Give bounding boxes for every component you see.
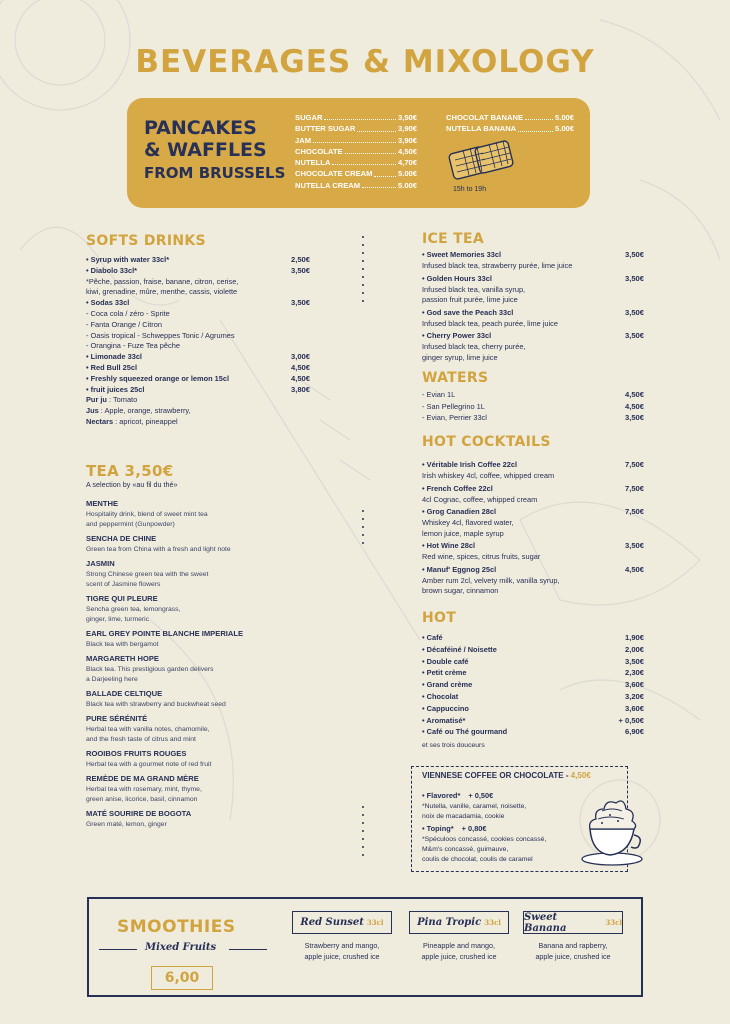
- smoothie-desc-line: Strawberry and mango,: [304, 941, 380, 950]
- menu-item-desc: Infused black tea, strawberry purée, lime juice: [422, 261, 573, 270]
- menu-item-price: 2,30€: [624, 668, 644, 678]
- pancakes-hours: 15h to 19h: [453, 186, 487, 193]
- menu-item-desc: Red wine, spices, citrus fruits, sugar: [422, 552, 541, 561]
- menu-item-name: - San Pellegrino 1L: [422, 401, 485, 411]
- menu-item-name: • Hot Wine 28cl: [422, 541, 476, 550]
- viennese-flavored: [422, 791, 493, 802]
- tea-name: SENCHA DE CHINE: [86, 534, 157, 543]
- pancakes-box: [127, 98, 590, 208]
- dotted-leader: [324, 112, 396, 120]
- menu-item-name: • Double café: [422, 656, 469, 666]
- tea-name: EARL GREY POINTE BLANCHE IMPERIALE: [86, 629, 244, 638]
- pancake-item-name: NUTELLA BANANA: [446, 124, 517, 134]
- smoothies-box: [87, 897, 643, 997]
- viennese-flavored-price: + 0,50€: [468, 791, 494, 800]
- column-divider-top: [362, 236, 364, 308]
- dotted-leader: [374, 168, 396, 176]
- menu-item-price: 7,50€: [624, 483, 644, 493]
- pancake-item-name: JAM: [295, 135, 312, 145]
- viennese-toping: [422, 824, 487, 835]
- smoothie-desc: [523, 940, 623, 962]
- menu-item-desc: Infused black tea, cherry purée,: [422, 342, 526, 351]
- viennese-price: 4,50€: [570, 771, 591, 780]
- smoothie-desc: [409, 940, 509, 962]
- pancake-item: [295, 146, 417, 157]
- smoothie-desc: [292, 940, 392, 962]
- soft-drink-name: • Diabolo 33cl*: [86, 265, 138, 275]
- smoothies-subtitle: Mixed Fruits: [145, 942, 217, 953]
- menu-item-desc: Infused black tea, vanilla syrup,: [422, 284, 526, 294]
- menu-item-desc: passion fruit purée, lime juice: [422, 295, 518, 304]
- soft-drink-desc: - Coca cola / zéro - Sprite: [86, 309, 170, 318]
- smoothie-name-label: [409, 911, 509, 934]
- soft-drink-name: • Syrup with water 33cl*: [86, 255, 170, 264]
- menu-item-name: • Aromatisé*: [422, 715, 466, 725]
- tea-name: MENTHE: [86, 499, 119, 508]
- pancake-item: [446, 123, 574, 134]
- tea-desc: Green maté, lemon, ginger: [86, 821, 167, 828]
- smoothie-card: [409, 911, 509, 962]
- pancake-item-price: 5.00€: [397, 169, 417, 179]
- pancake-item-price: 5.00€: [554, 113, 574, 122]
- menu-item-name: - Evian, Perrier 33cl: [422, 413, 487, 422]
- soft-drink-name: • Sodas 33cl: [86, 298, 130, 308]
- soft-drink-name: • fruit juices 25cl: [86, 384, 145, 394]
- dotted-leader: [357, 123, 396, 131]
- soft-drink-desc: - Oasis tropical - Schweppes Tonic / Agrumes: [86, 330, 235, 340]
- menu-item-desc: lemon juice, maple syrup: [422, 528, 504, 538]
- soft-drink-price: 3,50€: [290, 265, 310, 275]
- pancake-item-name: NUTELLA: [295, 158, 331, 168]
- soft-drink-name: • Limonade 33cl: [86, 352, 142, 362]
- cocktails-heading: HOT COCKTAILS: [422, 434, 551, 450]
- tea-desc: and the fresh taste of citrus and mint: [86, 736, 196, 743]
- juice-text: : Tomato: [106, 395, 138, 405]
- menu-item-name: • Manuf' Eggnog 25cl: [422, 564, 497, 574]
- smoothie-card: [523, 911, 623, 962]
- smoothie-name: Sweet Banana: [524, 911, 567, 934]
- soft-drink-name: • Red Bull 25cl: [86, 363, 138, 372]
- viennese-toping-label: • Toping*: [422, 824, 454, 833]
- pancakes-title-line1: PANCAKES: [144, 117, 257, 139]
- soft-drink-desc: *Pêche, passion, fraise, banane, citron, cerise,: [86, 276, 239, 286]
- pancake-item: [446, 112, 574, 123]
- menu-item-name: • Petit crème: [422, 668, 467, 678]
- menu-item-name: • Grand crème: [422, 680, 473, 690]
- tea-desc: Herbal tea with rosemary, mint, thyme,: [86, 786, 202, 793]
- menu-item-name: • French Coffee 22cl: [422, 483, 493, 493]
- pancake-item-price: 4,50€: [397, 146, 417, 156]
- viennese-toping-desc-line: coulis de chocolat, coulis de caramel: [422, 856, 533, 863]
- softs-heading: SOFTS DRINKS: [86, 233, 206, 249]
- viennese-toping-desc-line: M&m's concassé, guimauve,: [422, 846, 509, 853]
- tea-desc: ginger, lime, turmeric: [86, 616, 150, 623]
- tea-desc: Strong Chinese green tea with the sweet: [86, 571, 209, 578]
- pancake-item: [295, 135, 417, 146]
- dotted-leader: [525, 112, 553, 120]
- tea-name: ROOIBOS FRUITS ROUGES: [86, 749, 187, 758]
- dotted-leader: [362, 180, 396, 188]
- menu-item-price: 3,50€: [624, 331, 644, 340]
- smoothie-desc-line: Pineapple and mango,: [423, 941, 495, 950]
- divider-line: [99, 949, 137, 950]
- smoothie-desc-line: Banana and rapberry,: [538, 941, 608, 950]
- pancake-item-price: 3,90€: [397, 124, 417, 134]
- smoothie-desc-line: apple juice, crushed ice: [421, 952, 497, 961]
- smoothies-subtitle-row: [99, 942, 269, 956]
- juice-label: Jus: [86, 406, 99, 416]
- soft-drink-desc: - Orangina - Fuze Tea pêche: [86, 341, 180, 351]
- menu-item-desc: ginger syrup, lime juice: [422, 352, 498, 362]
- soft-drink-price: 3,00€: [290, 352, 310, 362]
- tea-name: JASMIN: [86, 559, 115, 568]
- soft-drink-price: 4,50€: [290, 373, 310, 383]
- smoothie-desc-line: apple juice, crushed ice: [304, 952, 380, 961]
- smoothie-name-label: [523, 911, 623, 934]
- tea-desc: Green tea from China with a fresh and light note: [86, 546, 231, 553]
- menu-item-price: 3,60€: [624, 680, 644, 690]
- viennese-flavored-desc-line: noix de macadamia, cookie: [422, 813, 505, 820]
- smoothie-card: [292, 911, 392, 962]
- pancake-item-name: CHOCOLATE CREAM: [295, 169, 373, 179]
- tea-name: MARGARETH HOPE: [86, 654, 159, 663]
- column-divider-bottom: [362, 806, 364, 862]
- smoothie-name: Red Sunset: [300, 917, 364, 928]
- tea-desc: Sencha green tea, lemongrass,: [86, 606, 181, 613]
- juice-label: Nectars: [86, 417, 114, 426]
- menu-item-price: 1,90€: [624, 633, 644, 642]
- pancake-item-name: CHOCOLAT BANANE: [446, 113, 524, 122]
- juice-line: [86, 406, 191, 417]
- menu-item-name: • Café: [422, 633, 443, 642]
- menu-item-price: 4,50€: [624, 401, 644, 411]
- juice-line: [86, 417, 178, 428]
- menu-item-price: + 0,50€: [618, 715, 644, 725]
- tea-desc: Black tea. This prestigious garden delivers: [86, 666, 214, 673]
- soft-drink-desc: kiwi, grenadine, mûre, menthe, cassis, violette: [86, 287, 238, 297]
- menu-item-name: • Café ou Thé gourmand: [422, 727, 508, 737]
- menu-item-name: • Décaféiné / Noisette: [422, 644, 497, 654]
- tea-desc: a Darjeeling here: [86, 676, 138, 683]
- menu-item-name: • Grog Canadien 28cl: [422, 507, 497, 516]
- menu-item-desc: 4cl Cognac, coffee, whipped cream: [422, 494, 538, 504]
- pancake-item: [295, 123, 417, 134]
- menu-item-name: • Cappuccino: [422, 703, 469, 713]
- tea-desc: Black tea with strawberry and buckwheat seed: [86, 701, 226, 708]
- pancakes-price-list-2: [446, 112, 574, 135]
- menu-item-price: 3,20€: [624, 692, 644, 701]
- pancake-item: [295, 168, 417, 179]
- smoothie-name: Pina Tropic: [417, 917, 482, 928]
- soft-drink-desc: - Fanta Orange / Citron: [86, 319, 162, 329]
- menu-item-name: • God save the Peach 33cl: [422, 307, 514, 317]
- menu-item-name: - Evian 1L: [422, 390, 456, 399]
- pancake-item: [295, 112, 417, 123]
- hot-note: et ses trois douceurs: [422, 742, 485, 749]
- menu-item-price: 4,50€: [624, 564, 644, 574]
- pancake-item: [295, 157, 417, 168]
- pancake-item-price: 5.00€: [554, 124, 574, 134]
- menu-item-desc: brown sugar, cinnamon: [422, 586, 499, 595]
- waters-heading: WATERS: [422, 370, 489, 386]
- menu-item-price: 7,50€: [624, 460, 644, 469]
- icetea-heading: ICE TEA: [422, 231, 484, 247]
- menu-item-name: • Sweet Memories 33cl: [422, 250, 501, 259]
- menu-item-price: 3,60€: [624, 703, 644, 713]
- soft-drink-price: 3,50€: [290, 298, 310, 308]
- pancakes-title-line3: FROM BRUSSELS: [144, 163, 286, 182]
- pancakes-title-line2: & WAFFLES: [144, 138, 267, 161]
- menu-item-price: 4,50€: [624, 390, 644, 399]
- soft-drink-price: 2,50€: [290, 255, 310, 264]
- tea-name: TIGRE QUI PLEURE: [86, 594, 158, 603]
- pancakes-title: [144, 118, 285, 182]
- juice-text: : apricot, pineappel: [113, 417, 178, 426]
- menu-item-price: 3,50€: [624, 273, 644, 283]
- pancake-item-price: 5.00€: [397, 180, 417, 190]
- menu-item-price: 2,00€: [624, 644, 644, 654]
- tea-desc: Herbal tea with a gourmet note of red fruit: [86, 761, 212, 768]
- menu-item-desc: Whiskey 4cl, flavored water,: [422, 518, 514, 527]
- juice-text: : Apple, orange, strawberry,: [98, 406, 191, 416]
- tea-desc: green anise, licorice, basil, cinnamon: [86, 796, 198, 803]
- tea-desc: Hospitality drink, blend of sweet mint tea: [86, 511, 208, 518]
- juice-line: [86, 395, 137, 406]
- viennese-box: [411, 766, 628, 872]
- dotted-leader: [313, 135, 396, 143]
- pancake-item-price: 3,50€: [397, 113, 417, 122]
- tea-name: BALLADE CELTIQUE: [86, 689, 163, 698]
- menu-item-price: 3,50€: [624, 307, 644, 317]
- hot-heading: HOT: [422, 610, 457, 626]
- column-divider-middle: [362, 510, 364, 550]
- smoothies-title: SMOOTHIES: [117, 917, 236, 937]
- smoothie-size: 33cl: [605, 918, 622, 927]
- viennese-title: [422, 771, 591, 780]
- smoothie-size: 33cl: [484, 918, 501, 927]
- juice-label: Pur ju: [86, 395, 107, 405]
- dotted-leader: [332, 157, 396, 165]
- viennese-flavored-label: • Flavored*: [422, 791, 461, 800]
- menu-item-price: 6,90€: [624, 727, 644, 737]
- viennese-title-text: VIENNESE COFFEE OR CHOCOLATE -: [422, 771, 571, 780]
- smoothie-desc-line: apple juice, crushed ice: [535, 952, 611, 961]
- pancake-item-name: SUGAR: [295, 113, 323, 122]
- tea-name: MATÉ SOURIRE DE BOGOTA: [86, 809, 192, 818]
- tea-desc: scent of Jasmine flowers: [86, 581, 161, 588]
- tea-desc: Black tea with bergamot: [86, 641, 159, 648]
- divider-line: [229, 949, 267, 950]
- tea-heading: TEA 3,50€: [86, 462, 174, 480]
- menu-item-desc: Infused black tea, peach purée, lime juice: [422, 318, 558, 328]
- menu-item-price: 7,50€: [624, 507, 644, 516]
- pancakes-price-list: [295, 112, 417, 191]
- viennese-toping-price: + 0,80€: [461, 824, 487, 833]
- tea-name: PURE SÉRÉNITÉ: [86, 714, 148, 723]
- pancake-item-name: NUTELLA CREAM: [295, 180, 361, 190]
- smoothie-size: 33cl: [366, 918, 384, 927]
- page-title: BEVERAGES & MIXOLOGY: [135, 44, 595, 80]
- pancake-item-price: 3,90€: [397, 135, 417, 145]
- pancake-item-name: BUTTER SUGAR: [295, 124, 356, 134]
- smoothies-price: 6,00: [151, 966, 213, 990]
- tea-subtitle: A selection by «au fil du thé»: [86, 480, 178, 489]
- waffle-icon: [447, 138, 519, 182]
- tea-desc: and peppermint (Gunpowder): [86, 521, 175, 528]
- tea-desc: Herbal tea with vanilla notes, chamomile,: [86, 726, 210, 733]
- tea-name: REMÈDE DE MA GRAND MÈRE: [86, 774, 199, 783]
- menu-item-price: 3,50€: [624, 250, 644, 259]
- menu-item-desc: Irish whiskey 4cl, coffee, whipped cream: [422, 471, 555, 480]
- menu-item-name: • Cherry Power 33cl: [422, 331, 492, 340]
- menu-item-price: 3,50€: [624, 656, 644, 666]
- dotted-leader: [345, 146, 396, 154]
- viennese-flavored-desc: [422, 802, 526, 822]
- soft-drink-price: 4,50€: [290, 363, 310, 372]
- menu-item-name: • Chocolat: [422, 692, 459, 701]
- pancake-item-name: CHOCOLATE: [295, 146, 343, 156]
- soft-drink-price: 3,80€: [290, 384, 310, 394]
- menu-item-name: • Golden Hours 33cl: [422, 273, 492, 283]
- menu-item-desc: Amber rum 2cl, velvety milk, vanilla syrup,: [422, 575, 560, 585]
- menu-item-price: 3,50€: [624, 413, 644, 422]
- soft-drink-name: • Freshly squeezed orange or lemon 15cl: [86, 373, 230, 383]
- viennese-toping-desc: [422, 835, 546, 865]
- pancake-item: [295, 180, 417, 191]
- pancake-item-price: 4,70€: [397, 158, 417, 168]
- smoothie-name-label: [292, 911, 392, 934]
- menu-item-name: • Véritable Irish Coffee 22cl: [422, 460, 518, 469]
- viennese-toping-desc-line: *Spéculoos concassé, cookies concassé,: [422, 836, 547, 843]
- coffee-cup-icon: [580, 791, 646, 867]
- dotted-leader: [518, 123, 553, 131]
- viennese-flavored-desc-line: *Nutella, vanille, caramel, noisette,: [422, 803, 527, 810]
- menu-item-price: 3,50€: [624, 541, 644, 550]
